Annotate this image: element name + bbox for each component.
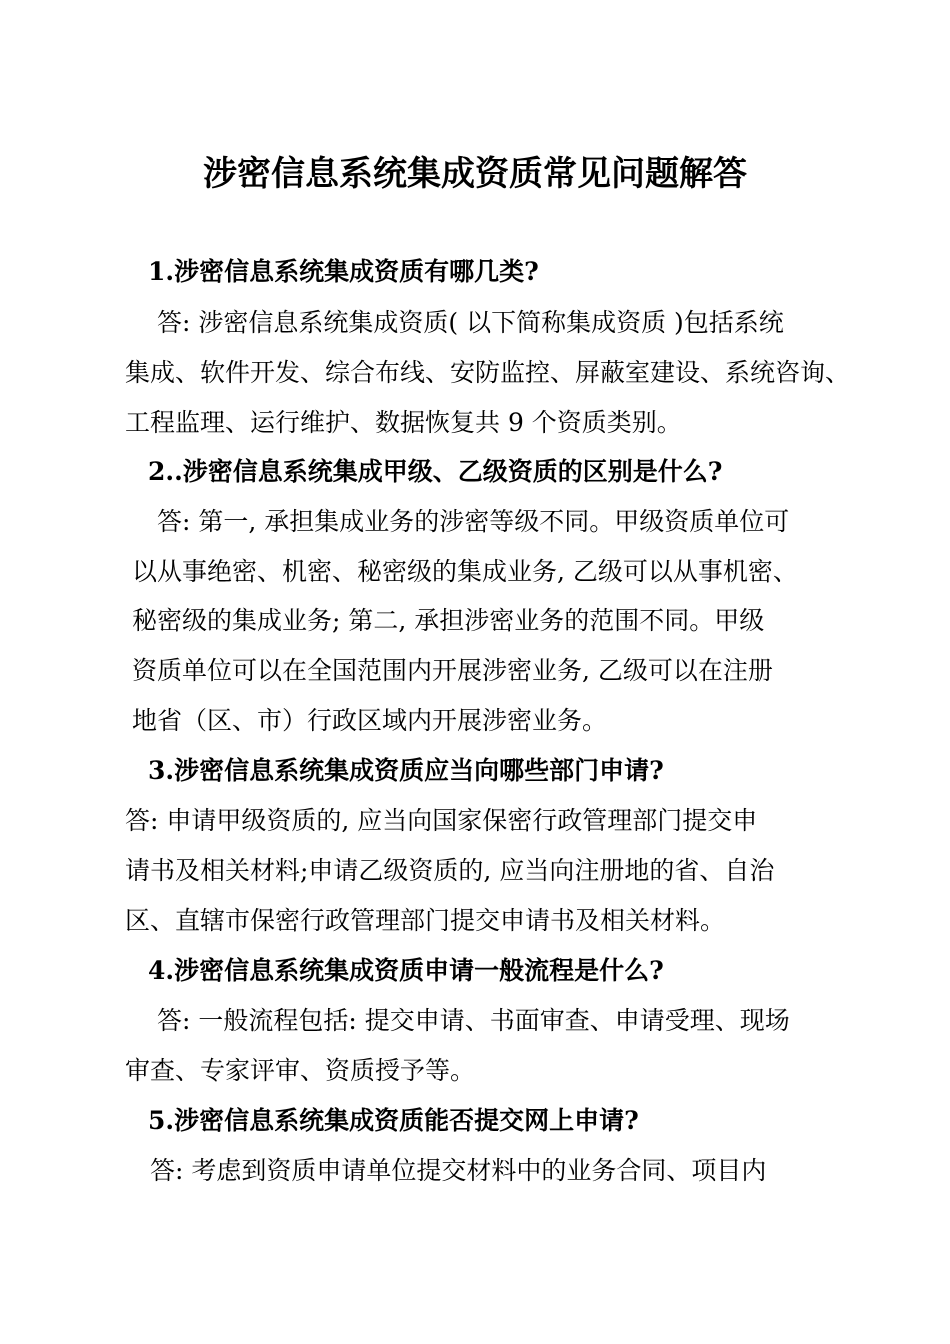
document-title: 涉密信息系统集成资质常见问题解答 (203, 154, 747, 194)
answer-2-line-5: 地省（区、市）行政区域内开展涉密业务。 (132, 706, 608, 735)
question-5: 5.涉密信息系统集成资质能否提交网上申请? (148, 1106, 639, 1135)
question-1: 1.涉密信息系统集成资质有哪几类? (148, 257, 539, 286)
question-2: 2..涉密信息系统集成甲级、乙级资质的区别是什么? (148, 457, 723, 486)
answer-4-line-1: 答: 一般流程包括: 提交申请、书面审查、申请受理、现场 (157, 1006, 790, 1035)
answer-3-line-3: 区、直辖市保密行政管理部门提交申请书及相关材料。 (125, 906, 726, 935)
question-3: 3.涉密信息系统集成资质应当向哪些部门申请? (148, 756, 664, 785)
answer-4-line-2: 审查、专家评审、资质授予等。 (125, 1056, 476, 1085)
answer-2-line-3: 秘密级的集成业务; 第二, 承担涉密业务的范围不同。甲级 (132, 606, 765, 635)
answer-1-line-3: 工程监理、运行维护、数据恢复共 9 个资质类别。 (125, 408, 682, 437)
answer-1-line-1: 答: 涉密信息系统集成资质( 以下简称集成资质 )包括系统 (157, 308, 784, 337)
answer-3-line-2: 请书及相关材料;申请乙级资质的, 应当向注册地的省、自治 (125, 856, 775, 885)
question-4: 4.涉密信息系统集成资质申请一般流程是什么? (148, 956, 664, 985)
answer-1-line-2: 集成、软件开发、综合布线、安防监控、屏蔽室建设、系统咨询、 (125, 358, 851, 387)
answer-2-line-4: 资质单位可以在全国范围内开展涉密业务, 乙级可以在注册 (132, 656, 773, 685)
answer-5-line-1: 答: 考虑到资质申请单位提交材料中的业务合同、项目内 (150, 1156, 767, 1185)
answer-2-line-1: 答: 第一, 承担集成业务的涉密等级不同。甲级资质单位可 (157, 507, 790, 536)
answer-2-line-2: 以从事绝密、机密、秘密级的集成业务, 乙级可以从事机密、 (132, 557, 798, 586)
answer-3-line-1: 答: 申请甲级资质的, 应当向国家保密行政管理部门提交申 (125, 806, 758, 835)
